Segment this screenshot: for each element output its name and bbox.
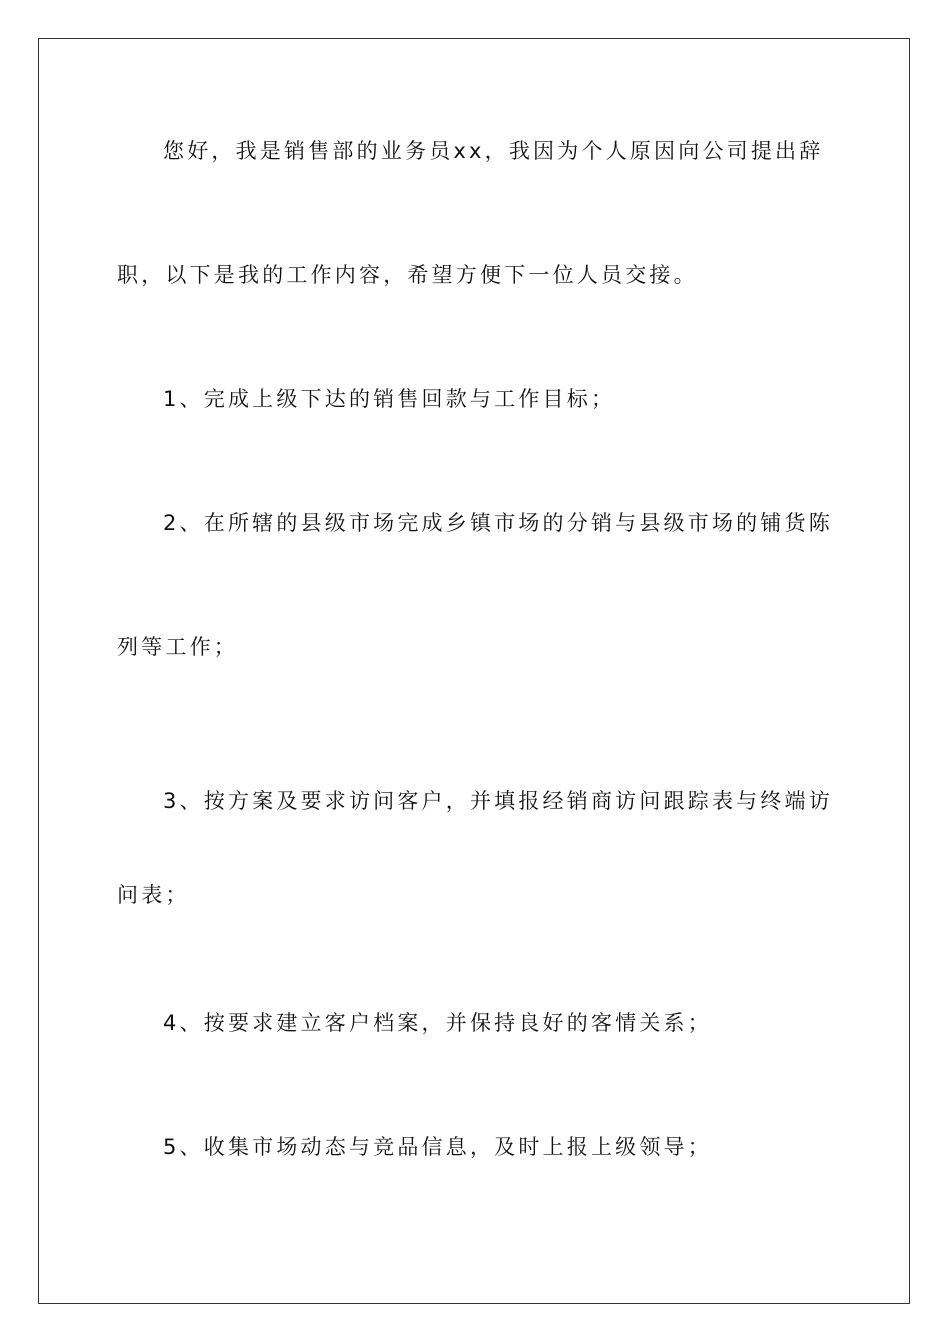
greeting-line-1: 您好，我是销售部的业务员xx，我因为个人原因向公司提出辞 — [163, 139, 824, 163]
duty-item-3-line-1: 3、按方案及要求访问客户，并填报经销商访问跟踪表与终端访 — [163, 789, 833, 813]
duty-item-2-line-1: 2、在所辖的县级市场完成乡镇市场的分销与县级市场的铺货陈 — [163, 511, 833, 535]
duty-item-3-line-2: 问表； — [117, 883, 190, 907]
duty-item-4: 4、按要求建立客户档案，并保持良好的客情关系； — [163, 1011, 712, 1035]
page-border — [38, 38, 910, 1304]
greeting-line-2: 职，以下是我的工作内容，希望方便下一位人员交接。 — [117, 263, 698, 287]
duty-item-1: 1、完成上级下达的销售回款与工作目标； — [163, 387, 616, 411]
duty-item-5: 5、收集市场动态与竞品信息，及时上报上级领导； — [163, 1135, 712, 1159]
duty-item-2-line-2: 列等工作； — [117, 635, 238, 659]
